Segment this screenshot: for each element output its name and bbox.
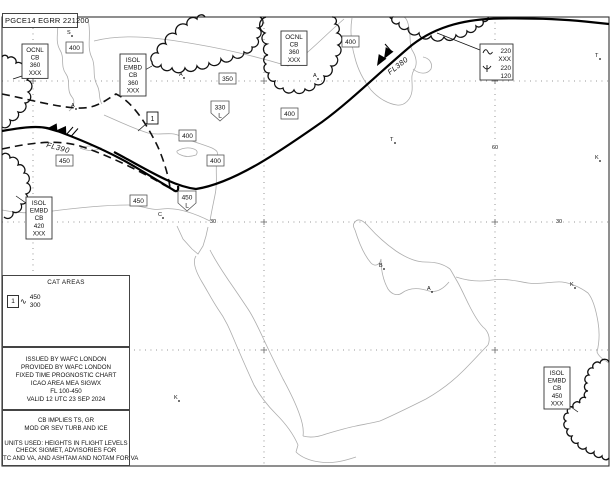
graticule-label: 60 [492,145,499,151]
cloud-label-line: XXX [32,230,46,238]
tropopause-low-letter: L [218,112,222,120]
city-dot [599,160,601,162]
city-letter: C [158,212,162,218]
jet-stream-fl380 [114,18,609,189]
turb-base-level: XXX [498,56,511,63]
city-dot [178,400,180,402]
turb-top-level: 220 [500,48,511,55]
text-line: ISSUED BY WAFC LONDON [25,356,107,363]
city-letter: K [595,155,599,161]
label-leader-line [13,76,22,79]
grid-cross [492,219,498,225]
cloud-label-line: 360 [288,49,300,57]
city-dot [394,142,396,144]
city-letter: A [71,103,75,109]
cloud-label-line: EMBD [123,64,143,72]
city-dot [599,58,601,60]
cat-areas-title: CAT AREAS [47,279,85,286]
coastline [303,345,488,437]
tropopause-low-letter: L [185,202,189,210]
city-letter: A [427,286,431,292]
text-line: CHECK SIGMET, ADVISORIES FOR [15,447,117,455]
cat-area-entry [7,294,129,309]
coastline [210,250,303,436]
tropopause-value: 400 [182,133,193,141]
text-line: PROVIDED BY WAFC LONDON [20,364,112,371]
tropopause-levels [56,36,359,211]
coastline [353,220,450,269]
cloud-label-line: XXX [550,400,564,408]
label-leader-line [16,196,26,203]
city-letter: T [390,137,394,143]
city-markers [67,30,601,402]
city-dot [75,108,77,110]
city-letter: T [595,53,599,59]
cloud-label-line: 450 [551,392,563,400]
cloud-label-line: ISOL [549,370,565,377]
grid-cross [492,347,498,353]
chart-title-box [2,13,90,28]
cloud-label-line: ISOL [125,57,141,64]
tropopause-value: 450 [181,194,193,202]
city-letter: K [174,395,178,401]
cat-squiggle-icon: ∿ [20,297,27,306]
cat-box-leader [138,123,147,131]
label-leader-line [437,33,480,50]
cat-area-base: 300 [29,301,41,309]
city-dot [71,35,73,37]
chart-title: PGCE14 EGRR 221200 [5,16,90,25]
city-dot [431,291,433,293]
grid-cross [261,347,267,353]
cloud-label-line: 420 [33,222,45,230]
coastline [456,277,609,363]
cloud-label-line: CB [289,41,299,49]
cloud-top-center-west [151,15,263,73]
cloud-label-line: EMBD [29,207,49,215]
graticule-label: 30 [556,219,563,225]
city-letter: A [179,72,183,78]
wind-barb-icon [71,129,78,137]
grid-cross [261,219,267,225]
cat-area-top: 450 [29,294,41,301]
cloud-label-line: EMBD [547,377,567,385]
city-dot [574,287,576,289]
graticule-label: 30 [210,219,217,225]
coastline [296,452,356,463]
units-notes-box [2,410,139,466]
wind-barb-icon [66,127,73,135]
coastline [177,148,197,157]
city-letter: K [570,282,574,288]
city-letter: S [67,30,71,36]
cloud-label-line: 360 [29,62,41,70]
jet-level-label: FL390 [45,140,71,156]
cloud-label-line: CB [34,215,44,223]
jet-level-label: FL380 [385,54,410,77]
cloud-label-line: XXX [28,69,42,77]
issuer-info-box [2,347,130,410]
coastline [355,230,449,295]
cat-areas-legend [2,275,130,347]
text-line: FIXED TIME PROGNOSTIC CHART [15,372,117,379]
city-dot [162,217,164,219]
city-letter: A [313,73,317,79]
tropopause-value: 330 [214,104,226,112]
tropopause-value: 400 [284,111,295,119]
ice-base-level: 120 [500,73,511,80]
jet-axis-line [114,18,609,189]
cloud-label-line: CB [552,385,562,393]
cat-area-id-box: 1 [7,295,19,308]
ice-top-level: 220 [500,65,511,72]
tropopause-value: 450 [59,158,70,166]
cloud-bottom-right [564,359,609,459]
city-dot [383,268,385,270]
text-line: TC AND VA, AND ASHTAM AND NOTAM FOR VA [3,454,139,462]
city-dot [183,77,185,79]
text-line: CB IMPLIES TS, GR [37,417,95,424]
text-line: ICAO AREA MEA SIGWX [30,380,102,387]
tropopause-value: 400 [210,158,221,166]
cloud-label-line: CB [30,54,40,62]
cloud-label-line: CB [128,72,138,80]
tropopause-value: 450 [133,198,144,206]
tropopause-value: 400 [69,45,80,53]
tropopause-value: 350 [222,76,233,84]
coastline [88,20,102,104]
text-line: VALID 12 UTC 23 SEP 2024 [26,396,106,403]
city-letter: B [379,263,383,269]
text-line [3,432,129,440]
wind-pennant-icon [372,52,387,66]
tropopause-value: 400 [345,39,356,47]
cloud-label-line: ISOL [31,200,47,207]
cloud-label-line: OCNL [285,34,303,41]
cloud-label-line: XXX [287,56,301,64]
coastline [57,17,74,111]
grid-cross [261,78,267,84]
text-line: FL 100-450 [50,388,82,395]
coastline [194,256,298,452]
cloud-label-line: OCNL [26,47,44,54]
cloud-label-line: 360 [127,79,139,87]
coastline [177,226,208,254]
cloud-label-line: XXX [126,87,140,95]
cat-area-number: 1 [150,116,155,123]
city-dot [317,78,319,80]
text-line: UNITS USED: HEIGHTS IN FLIGHT LEVELS [4,439,128,447]
text-line: MOD OR SEV TURB AND ICE [24,424,108,432]
